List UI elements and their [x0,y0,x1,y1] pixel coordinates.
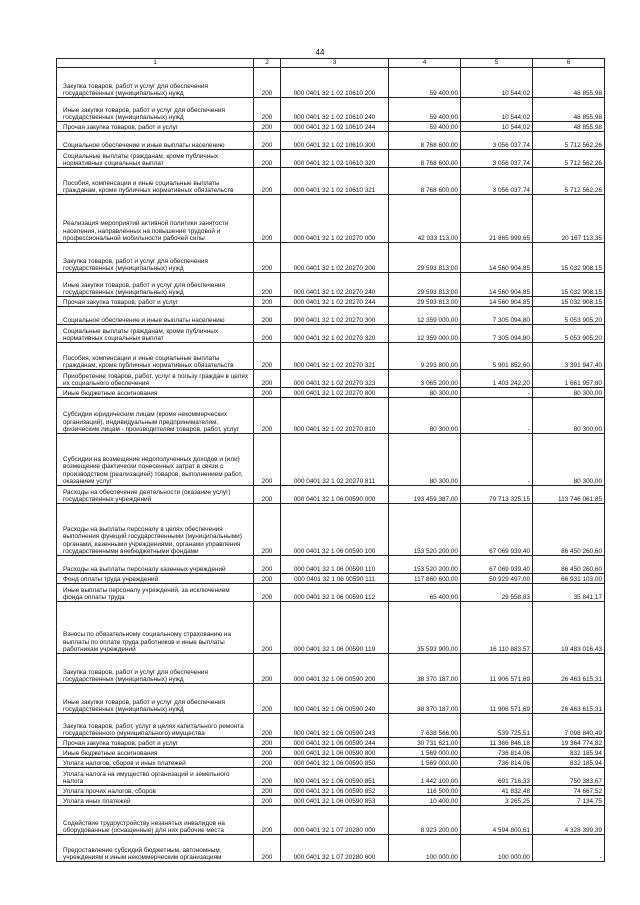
row-name-cell: Прочая закупка товаров, работ и услуг [57,738,254,748]
table-row [57,122,605,132]
row-code-cell: 200 [254,574,281,584]
row-name-cell: Расходы на выплаты персоналу в целях обеспечения выполнения функций государственными (муниципальными) органами, казенными учреждениями, органами управления государственными внебюджетными фондами [57,504,254,556]
row-exec-cell: 3 265,25 [461,796,533,806]
row-exec-cell: 14 560 904,85 [461,297,533,307]
row-plan-cell: 10 400,00 [389,796,461,806]
row-exec-cell: 21 865 999,65 [461,195,533,243]
row-name-cell: Пособия, компенсации и иные социальные выплаты гражданам, кроме публичных нормативных обязательств [57,343,254,370]
row-name-cell: Уплата иных платежей [57,796,254,806]
header-cell-2: 2 [254,59,281,68]
row-rest-cell: 113 746 061,85 [533,486,605,504]
row-kbk-cell: 000 0401 32 1 06 00590 240 [281,684,389,714]
table-row [57,574,605,584]
row-code-cell: 200 [254,786,281,796]
row-kbk-cell: 000 0401 32 1 06 00590 111 [281,574,389,584]
row-kbk-cell: 000 0401 32 1 06 00590 110 [281,556,389,574]
row-name-cell: Социальное обеспечение и иные выплаты населению [57,132,254,150]
row-plan-cell: 1 569 000,00 [389,748,461,758]
row-code-cell: 200 [254,168,281,195]
row-rest-cell: 5 712 562,26 [533,150,605,168]
row-kbk-cell: 000 0401 32 1 06 00590 000 [281,486,389,504]
table-row [57,398,605,434]
row-plan-cell: 59 400,00 [389,98,461,122]
row-code-cell: 200 [254,297,281,307]
header-cell-6: 6 [533,59,605,68]
table-row [57,768,605,786]
row-code-cell: 200 [254,325,281,343]
row-code-cell: 200 [254,243,281,273]
row-plan-cell: 8 768 600,00 [389,168,461,195]
table-row [57,434,605,486]
table-row [57,370,605,388]
row-name-cell: Закупка товаров, работ и услуг для обеспечения государственных (муниципальных) нужд [57,243,254,273]
row-exec-cell: - [461,434,533,486]
header-cell-4: 4 [389,59,461,68]
row-kbk-cell: 000 0401 32 1 02 20270 323 [281,370,389,388]
row-code-cell: 200 [254,307,281,325]
row-rest-cell: 26 463 615,31 [533,654,605,684]
table-row [57,343,605,370]
row-code-cell: 200 [254,684,281,714]
table-row [57,758,605,768]
table-row [57,654,605,684]
row-exec-cell: 691 716,33 [461,768,533,786]
row-code-cell: 200 [254,748,281,758]
row-rest-cell: - [533,835,605,862]
row-name-cell: Иные закупки товаров, работ и услуг для обеспечения государственных (муниципальных) нужд [57,273,254,297]
row-exec-cell: 29 558,83 [461,584,533,602]
row-kbk-cell: 000 0401 32 1 02 20270 320 [281,325,389,343]
row-plan-cell: 30 731 621,00 [389,738,461,748]
table-row [57,132,605,150]
row-code-cell: 200 [254,584,281,602]
row-exec-cell: 7 305 094,80 [461,325,533,343]
row-exec-cell: 67 069 939,40 [461,556,533,574]
row-rest-cell: 7 098 840,49 [533,714,605,738]
row-kbk-cell: 000 0401 32 1 06 00590 244 [281,738,389,748]
table-row [57,325,605,343]
row-exec-cell: 14 560 904,85 [461,243,533,273]
row-exec-cell: 10 544,02 [461,98,533,122]
row-code-cell: 200 [254,654,281,684]
row-rest-cell: 1 661 957,80 [533,370,605,388]
table-row [57,602,605,654]
row-rest-cell: 4 328 399,39 [533,806,605,835]
row-kbk-cell: 000 0401 32 1 06 00590 850 [281,758,389,768]
row-plan-cell: 80 300,00 [389,434,461,486]
table-row [57,150,605,168]
row-kbk-cell: 000 0401 32 1 06 00590 852 [281,786,389,796]
row-exec-cell: 3 056 037,74 [461,132,533,150]
row-name-cell: Прочая закупка товаров, работ и услуг [57,122,254,132]
row-plan-cell: 153 520 200,00 [389,504,461,556]
row-code-cell: 200 [254,768,281,786]
row-name-cell: Иные закупки товаров, работ и услуг для обеспечения государственных (муниципальных) нужд [57,684,254,714]
row-code-cell: 200 [254,738,281,748]
row-plan-cell: 35 593 900,00 [389,602,461,654]
row-plan-cell: 117 860 600,00 [389,574,461,584]
row-code-cell: 200 [254,150,281,168]
row-exec-cell: 10 544,02 [461,122,533,132]
row-plan-cell: 8 768 600,00 [389,150,461,168]
row-rest-cell: 66 931 103,00 [533,574,605,584]
page-number: 44 [315,48,325,57]
row-rest-cell: 48 855,98 [533,122,605,132]
row-exec-cell: 7 305 094,80 [461,307,533,325]
table-header [57,59,605,68]
row-kbk-cell: 000 0401 32 1 02 20270 300 [281,307,389,325]
row-kbk-cell: 000 0401 32 1 06 00590 800 [281,748,389,758]
table-row [57,273,605,297]
row-kbk-cell: 000 0401 32 1 06 00590 112 [281,584,389,602]
row-rest-cell: 5 712 562,26 [533,168,605,195]
row-plan-cell: 38 370 187,00 [389,654,461,684]
row-name-cell: Фонд оплаты труда учреждений [57,574,254,584]
row-rest-cell: 19 483 016,43 [533,602,605,654]
header-row [57,59,605,68]
row-name-cell: Субсидии юридическим лицам (кроме некоммерческих организаций), индивидуальным предпринимателям, физическим лицам - производителям товаров, работ, услуг [57,398,254,434]
row-rest-cell: 48 855,98 [533,98,605,122]
row-plan-cell: 8 923 200,00 [389,806,461,835]
table-row [57,307,605,325]
row-rest-cell: 15 032 908,15 [533,243,605,273]
row-plan-cell: 1 569 000,00 [389,758,461,768]
row-plan-cell: 38 370 187,00 [389,684,461,714]
row-name-cell: Содействие трудоустройству незанятых инвалидов на оборудованные (оснащенные) для них рабочие места [57,806,254,835]
row-code-cell: 200 [254,835,281,862]
row-name-cell: Приобретение товаров, работ, услуг в пользу граждан в целях их социального обеспечения [57,370,254,388]
row-code-cell: 200 [254,504,281,556]
row-kbk-cell: 000 0401 32 1 02 20270 244 [281,297,389,307]
row-plan-cell: 1 442 100,00 [389,768,461,786]
row-kbk-cell: 000 0401 32 1 06 00590 851 [281,768,389,786]
table-row [57,68,605,98]
row-code-cell: 200 [254,132,281,150]
table-row [57,806,605,835]
row-name-cell: Уплата налогов, сборов и иных платежей [57,758,254,768]
row-kbk-cell: 000 0401 32 1 02 10610 200 [281,68,389,98]
row-rest-cell: 832 185,94 [533,748,605,758]
row-name-cell: Иные выплаты персоналу учреждений, за исключением фонда оплаты труда [57,584,254,602]
row-name-cell: Уплата прочих налогов, сборов [57,786,254,796]
row-plan-cell: 100 000,00 [389,835,461,862]
row-rest-cell: 20 167 113,35 [533,195,605,243]
row-exec-cell: 1 403 242,20 [461,370,533,388]
header-cell-1: 1 [57,59,254,68]
row-exec-cell: 539 725,51 [461,714,533,738]
row-code-cell: 200 [254,714,281,738]
row-exec-cell: 736 814,06 [461,748,533,758]
row-kbk-cell: 000 0401 32 1 06 00590 100 [281,504,389,556]
table-row [57,168,605,195]
row-code-cell: 200 [254,796,281,806]
header-cell-5: 5 [461,59,533,68]
row-kbk-cell: 000 0401 32 1 02 10610 321 [281,168,389,195]
row-rest-cell: 15 032 908,15 [533,297,605,307]
row-name-cell: Иные бюджетные ассигнования [57,388,254,398]
row-code-cell: 200 [254,398,281,434]
row-plan-cell: 29 593 813,00 [389,273,461,297]
table-row [57,796,605,806]
row-code-cell: 200 [254,486,281,504]
row-exec-cell: 5 901 852,60 [461,343,533,370]
row-rest-cell: 80 300,00 [533,434,605,486]
row-code-cell: 200 [254,602,281,654]
row-name-cell: Иные бюджетные ассигнования [57,748,254,758]
row-exec-cell: 11 366 846,18 [461,738,533,748]
table-row [57,786,605,796]
row-plan-cell: 59 400,00 [389,68,461,98]
table-row [57,486,605,504]
row-code-cell: 200 [254,122,281,132]
table-row [57,243,605,273]
row-plan-cell: 80 300,00 [389,388,461,398]
row-kbk-cell: 000 0401 32 1 06 00590 243 [281,714,389,738]
row-exec-cell: 67 069 939,40 [461,504,533,556]
table-row [57,388,605,398]
table-row [57,584,605,602]
row-rest-cell: 5 053 905,20 [533,307,605,325]
row-plan-cell: 9 293 800,00 [389,343,461,370]
row-name-cell: Социальное обеспечение и иные выплаты населению [57,307,254,325]
table-row [57,714,605,738]
table-row [57,297,605,307]
row-exec-cell: 11 906 571,69 [461,684,533,714]
row-exec-cell: 50 929 497,00 [461,574,533,584]
row-exec-cell: 4 594 800,61 [461,806,533,835]
row-kbk-cell: 000 0401 32 1 02 10610 244 [281,122,389,132]
row-plan-cell: 12 359 000,00 [389,307,461,325]
row-kbk-cell: 000 0401 32 1 06 00590 119 [281,602,389,654]
row-plan-cell: 8 768 600,00 [389,132,461,150]
row-code-cell: 200 [254,806,281,835]
row-code-cell: 200 [254,195,281,243]
row-kbk-cell: 000 0401 32 1 07 20280 600 [281,835,389,862]
row-plan-cell: 193 459 387,00 [389,486,461,504]
row-plan-cell: 59 400,00 [389,122,461,132]
row-rest-cell: 5 053 905,20 [533,325,605,343]
row-name-cell: Иные закупки товаров, работ и услуг для обеспечения государственных (муниципальных) нужд [57,98,254,122]
row-plan-cell: 116 500,00 [389,786,461,796]
row-kbk-cell: 000 0401 32 1 02 20270 800 [281,388,389,398]
row-name-cell: Взносы по обязательному социальному страхованию на выплаты по оплате труда работников и иные выплаты работникам учреждений [57,602,254,654]
row-kbk-cell: 000 0401 32 1 06 00590 853 [281,796,389,806]
table-row [57,738,605,748]
row-code-cell: 200 [254,758,281,768]
row-kbk-cell: 000 0401 32 1 02 10610 240 [281,98,389,122]
table-row [57,748,605,758]
row-name-cell: Закупка товаров, работ и услуг для обеспечения государственных (муниципальных) нужд [57,654,254,684]
row-exec-cell: 736 814,06 [461,758,533,768]
budget-table [56,58,605,862]
row-kbk-cell: 000 0401 32 1 02 20270 200 [281,243,389,273]
row-name-cell: Уплата налога на имущество организаций и земельного налога [57,768,254,786]
row-kbk-cell: 000 0401 32 1 02 20270 000 [281,195,389,243]
row-exec-cell: - [461,388,533,398]
row-name-cell: Закупка товаров, работ и услуг для обеспечения государственных (муниципальных) нужд [57,68,254,98]
row-kbk-cell: 000 0401 32 1 07 20280 000 [281,806,389,835]
row-exec-cell: 3 056 037,74 [461,168,533,195]
row-exec-cell: 11 906 571,69 [461,654,533,684]
row-exec-cell: 79 713 325,15 [461,486,533,504]
row-name-cell: Закупка товаров, работ, услуг в целях капитального ремонта государственного (муниципального) имущества [57,714,254,738]
row-code-cell: 200 [254,68,281,98]
table-row [57,98,605,122]
row-name-cell: Социальные выплаты гражданам, кроме публичных нормативных социальных выплат [57,325,254,343]
row-plan-cell: 29 593 813,00 [389,297,461,307]
row-rest-cell: 19 364 774,82 [533,738,605,748]
row-exec-cell: 10 544,02 [461,68,533,98]
row-rest-cell: 35 841,17 [533,584,605,602]
row-kbk-cell: 000 0401 32 1 02 10610 320 [281,150,389,168]
row-exec-cell: 100 000,00 [461,835,533,862]
row-rest-cell: 80 300,00 [533,388,605,398]
row-exec-cell: 41 832,48 [461,786,533,796]
row-kbk-cell: 000 0401 32 1 02 20270 321 [281,343,389,370]
row-name-cell: Социальные выплаты гражданам, кроме публичных нормативных социальных выплат [57,150,254,168]
row-name-cell: Предоставление субсидий бюджетным, автономным учреждениям и иным некоммерческим организациям [57,835,254,862]
table-row [57,195,605,243]
row-rest-cell: 80 300,00 [533,398,605,434]
row-kbk-cell: 000 0401 32 1 02 20270 810 [281,398,389,434]
row-exec-cell: 3 056 037,74 [461,150,533,168]
table-row [57,504,605,556]
row-exec-cell: - [461,398,533,434]
row-plan-cell: 80 300,00 [389,398,461,434]
row-code-cell: 200 [254,388,281,398]
row-kbk-cell: 000 0401 32 1 02 20270 811 [281,434,389,486]
row-rest-cell: 750 383,67 [533,768,605,786]
table-row [57,835,605,862]
row-exec-cell: 14 560 904,85 [461,273,533,297]
row-plan-cell: 153 520 200,00 [389,556,461,574]
row-rest-cell: 48 855,98 [533,68,605,98]
row-rest-cell: 86 450 260,60 [533,556,605,574]
row-plan-cell: 3 065 200,00 [389,370,461,388]
row-plan-cell: 65 400,00 [389,584,461,602]
row-code-cell: 200 [254,343,281,370]
header-cell-3: 3 [281,59,389,68]
row-name-cell: Расходы на выплаты персоналу казенных учреждений [57,556,254,574]
row-kbk-cell: 000 0401 32 1 02 10610 300 [281,132,389,150]
row-code-cell: 200 [254,98,281,122]
row-code-cell: 200 [254,370,281,388]
row-exec-cell: 16 110 883,57 [461,602,533,654]
row-code-cell: 200 [254,434,281,486]
row-name-cell: Реализация мероприятий активной политики занятости населения, направленных на повышение трудовой и профессиональной мобильности рабочей силы [57,195,254,243]
row-name-cell: Пособия, компенсации и иные социальные выплаты гражданам, кроме публичных нормативных обязательств [57,168,254,195]
row-plan-cell: 42 033 113,00 [389,195,461,243]
row-rest-cell: 74 667,52 [533,786,605,796]
row-rest-cell: 86 450 260,60 [533,504,605,556]
row-name-cell: Прочая закупка товаров, работ и услуг [57,297,254,307]
row-rest-cell: 3 391 947,40 [533,343,605,370]
row-name-cell: Субсидии на возмещение недополученных доходов и (или) возмещение фактически понесенных затрат в связи с производством (реализацией) товаров, выполнением работ, оказанием услуг [57,434,254,486]
table-row [57,684,605,714]
row-kbk-cell: 000 0401 32 1 02 20270 240 [281,273,389,297]
row-plan-cell: 29 593 813,00 [389,243,461,273]
row-rest-cell: 5 712 562,26 [533,132,605,150]
row-plan-cell: 7 638 566,00 [389,714,461,738]
row-name-cell: Расходы на обеспечение деятельности (оказание услуг) государственных учреждений [57,486,254,504]
row-code-cell: 200 [254,273,281,297]
row-plan-cell: 12 359 000,00 [389,325,461,343]
row-rest-cell: 7 134,75 [533,796,605,806]
row-code-cell: 200 [254,556,281,574]
table-row [57,556,605,574]
row-rest-cell: 832 185,94 [533,758,605,768]
row-kbk-cell: 000 0401 32 1 06 00590 200 [281,654,389,684]
row-rest-cell: 15 032 908,15 [533,273,605,297]
table-body [57,68,605,862]
row-rest-cell: 26 463 615,31 [533,684,605,714]
